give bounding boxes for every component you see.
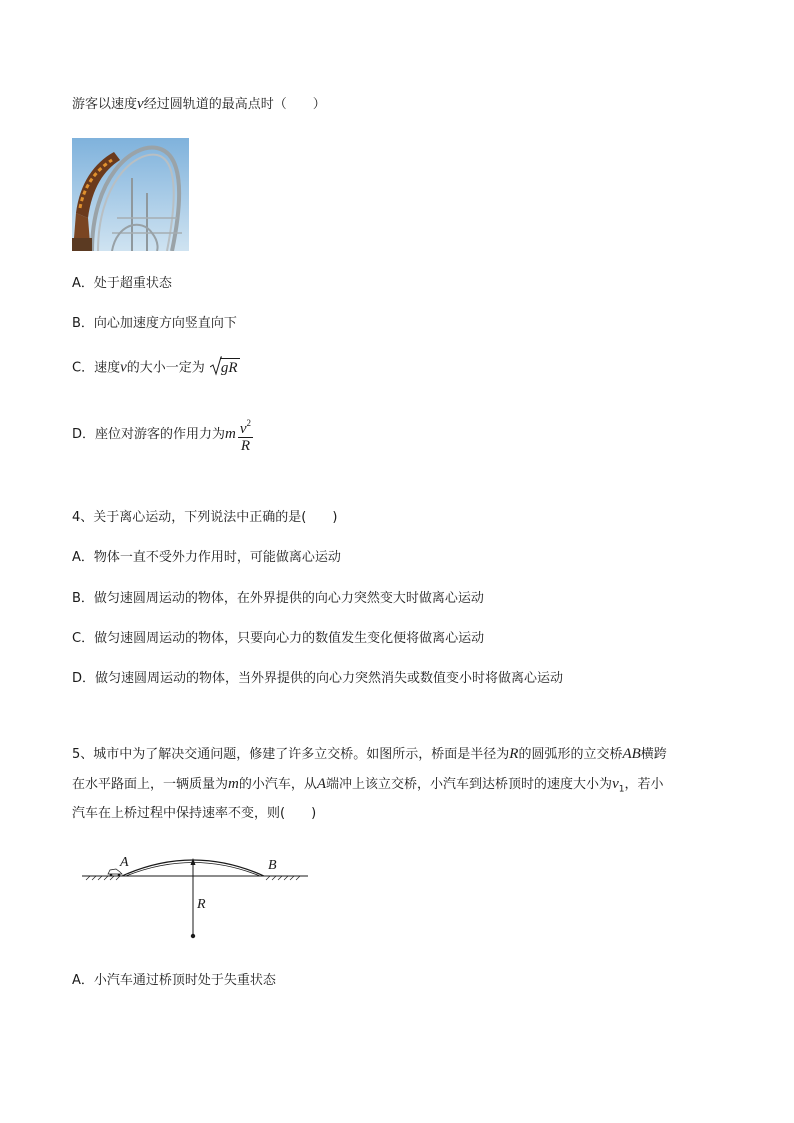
q4-option-d: D．做匀速圆周运动的物体，当外界提供的向心力突然消失或数值变小时将做离心运动 bbox=[72, 671, 564, 686]
var-v: v bbox=[120, 359, 127, 376]
q4-stem: 4、关于离心运动，下列说法中正确的是( ) bbox=[72, 510, 338, 525]
var-m: m bbox=[228, 776, 239, 792]
q3-option-d bbox=[72, 415, 253, 454]
var-AB: AB bbox=[622, 746, 641, 762]
numerator-var: v bbox=[239, 421, 247, 437]
numerator bbox=[238, 415, 253, 438]
q3-option-b: B．向心加速度方向竖直向下 bbox=[72, 316, 237, 331]
q5-text: 的小汽车，从 bbox=[238, 777, 317, 792]
radical-sign-icon bbox=[210, 356, 222, 376]
subscript: 1 bbox=[618, 784, 625, 795]
fraction bbox=[238, 415, 253, 454]
var-v: v bbox=[612, 776, 619, 792]
q5-stem-line-2 bbox=[72, 775, 663, 799]
q5-stem-line-3: 汽车在上桥过程中保持速率不变，则( ) bbox=[72, 806, 317, 821]
roller-coaster-photo bbox=[72, 138, 189, 251]
q5-text: 5、城市中为了解决交通问题，修建了许多立交桥。如图所示，桥面是半径为 bbox=[72, 747, 510, 762]
var-A: A bbox=[316, 776, 327, 792]
label-A: A bbox=[120, 855, 129, 870]
bridge-diagram bbox=[80, 848, 320, 947]
var-v: v bbox=[137, 96, 144, 112]
q3-stem-tail: 经过圆轨道的最高点时（ ） bbox=[143, 97, 326, 112]
q5-text: 端冲上该立交桥，小汽车到达桥顶时的速度大小为 bbox=[326, 777, 613, 792]
q5-text: 横跨 bbox=[640, 747, 667, 762]
denominator: R bbox=[240, 438, 251, 454]
q3-option-c bbox=[72, 358, 240, 378]
var-R: R bbox=[509, 746, 519, 762]
exponent: 2 bbox=[246, 418, 252, 428]
q5-stem-line-1 bbox=[72, 745, 667, 764]
q4-option-b: B．做匀速圆周运动的物体，在外界提供的向心力突然变大时做离心运动 bbox=[72, 591, 484, 606]
q3-stem bbox=[72, 95, 326, 114]
q5-text: ，若小 bbox=[624, 777, 664, 792]
sqrt-expression bbox=[212, 358, 240, 378]
q3-option-a: A．处于超重状态 bbox=[72, 276, 172, 291]
label-R: R bbox=[197, 897, 206, 912]
q3-option-d-prefix: D．座位对游客的作用力为 bbox=[72, 427, 226, 442]
q5-text: 的圆弧形的立交桥 bbox=[518, 747, 623, 762]
var-m: m bbox=[225, 426, 236, 442]
q5-text: 在水平路面上，一辆质量为 bbox=[72, 777, 229, 792]
q4-option-a: A．物体一直不受外力作用时，可能做离心运动 bbox=[72, 550, 341, 565]
q4-option-c: C．做匀速圆周运动的物体，只要向心力的数值发生变化便将做离心运动 bbox=[72, 631, 485, 646]
q5-option-a: A．小汽车通过桥顶时处于失重状态 bbox=[72, 973, 276, 988]
q3-option-c-middle: 的大小一定为 bbox=[126, 360, 205, 376]
label-B: B bbox=[268, 858, 277, 873]
radicand: gR bbox=[220, 360, 238, 376]
q3-option-c-prefix: C．速度 bbox=[72, 360, 121, 376]
q3-stem-text: 游客以速度 bbox=[72, 97, 138, 112]
